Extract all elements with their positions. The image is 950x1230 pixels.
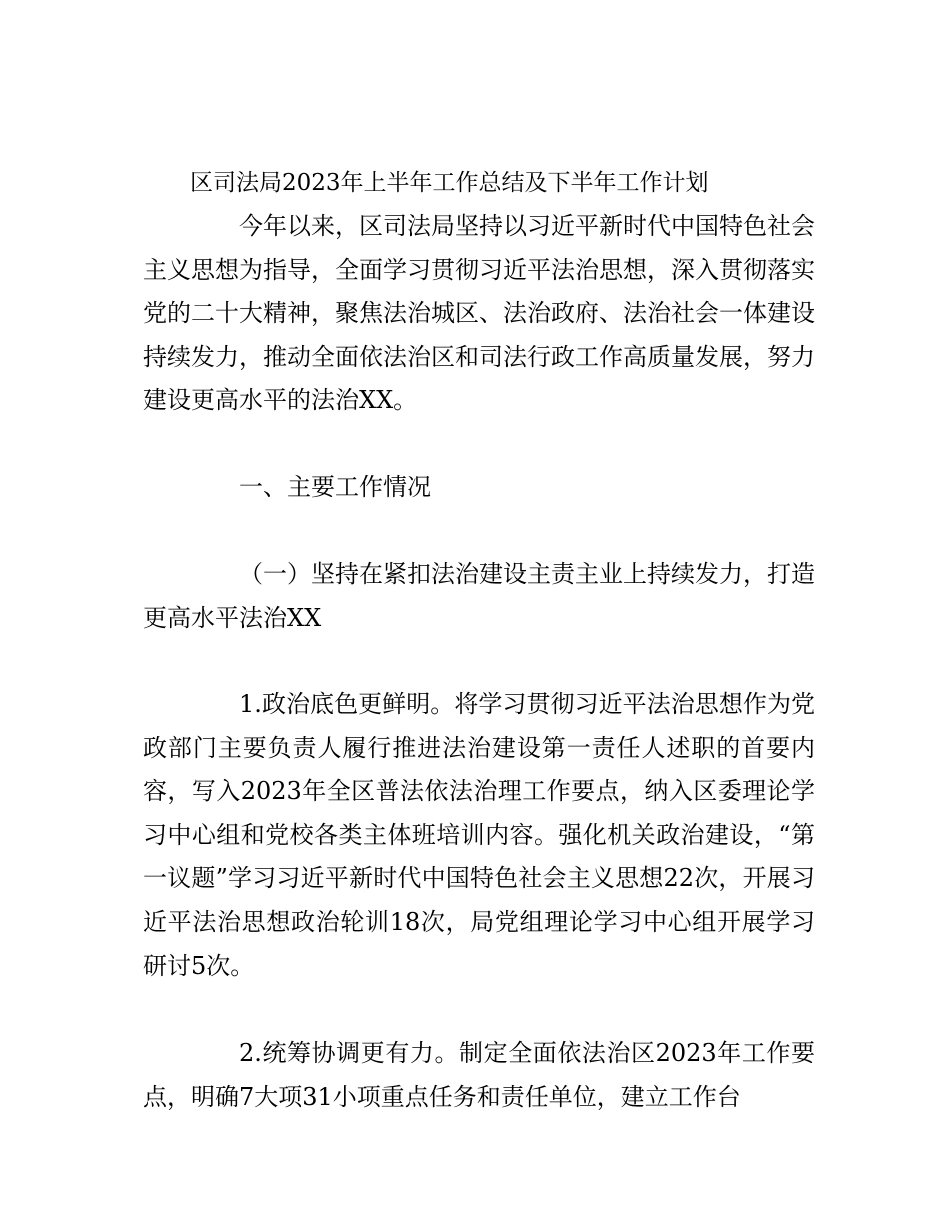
- item-paragraph-1: 1.政治底色更鲜明。将学习贯彻习近平法治思想作为党政部门主要负责人履行推进法治建设第一责任人述职的首要内容，写入2023年全区普法依法治理工作要点，纳入区委理论学习中心组和党校各类主体班培训内容。强化机关政治建设，“第一议题”学习习近平新时代中国特色社会主义思想22次，开展习近平法治思想政治轮训18次，局党组理论学习中心组开展学习研讨5次。: [143, 690, 815, 980]
- section-heading: 一、主要工作情况: [239, 473, 431, 501]
- intro-paragraph: 今年以来，区司法局坚持以习近平新时代中国特色社会主义思想为指导，全面学习贯彻习近平法治思想，深入贯彻落实党的二十大精神，聚焦法治城区、法治政府、法治社会一体建设持续发力，推动全面依法治区和司法行政工作高质量发展，努力建设更高水平的法治XX。: [143, 212, 815, 415]
- document-title: 区司法局2023年上半年工作总结及下半年工作计划: [190, 170, 709, 196]
- item-paragraph-2: 2.统筹协调更有力。制定全面依法治区2023年工作要点，明确7大项31小项重点任务和责任单位，建立工作台: [143, 1039, 815, 1111]
- subsection-heading: （一）坚持在紧扣法治建设主责主业上持续发力，打造更高水平法治XX: [143, 560, 815, 632]
